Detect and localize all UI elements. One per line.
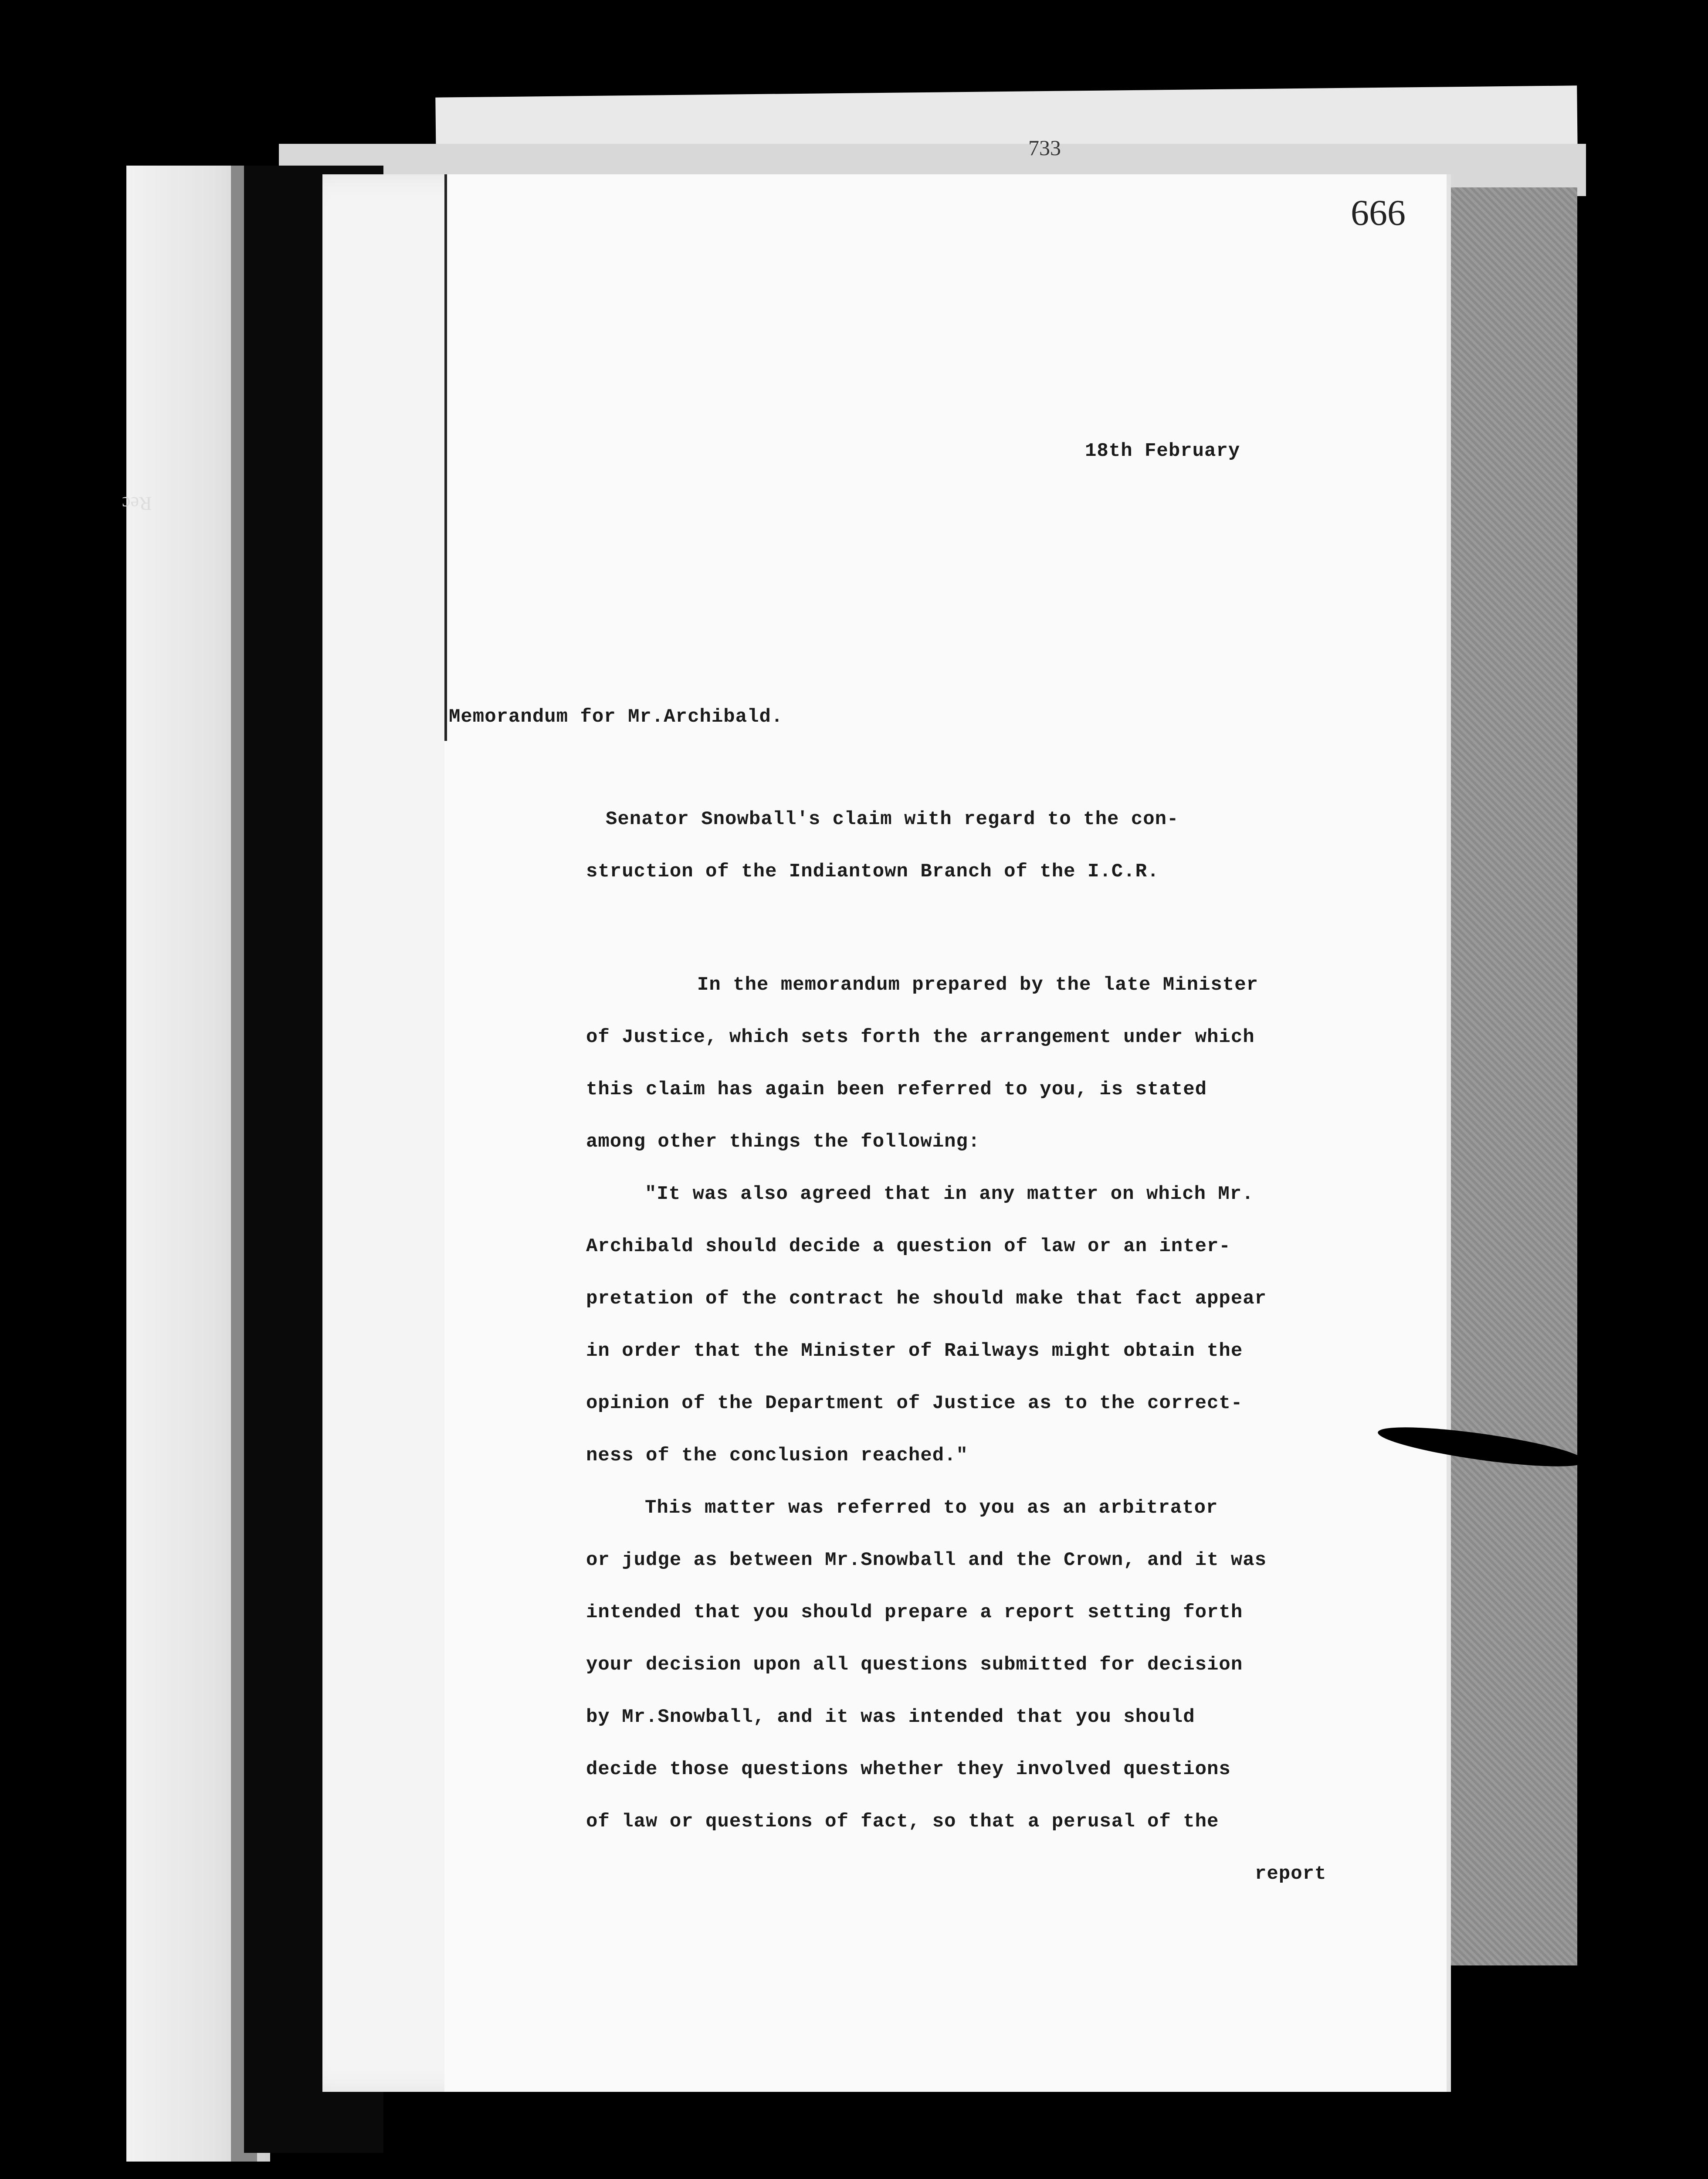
margin-line [444,174,447,741]
subject-line: struction of the Indiantown Branch of the I.C.R. [586,861,1159,882]
subject-line: Senator Snowball's claim with regard to the con- [606,808,1179,830]
body-line: of law or questions of fact, so that a perusal of the [586,1811,1219,1833]
body-line: or judge as between Mr.Snowball and the Crown, and it was [586,1549,1267,1571]
memo-heading: Memorandum for Mr.Archibald. [449,706,783,728]
body-line: by Mr.Snowball, and it was intended that you should [586,1706,1195,1728]
top-stamp: 733 [1028,136,1061,160]
body-line: This matter was referred to you as an arbitrator [645,1497,1218,1519]
side-mark: Rec [122,493,152,514]
body-line: among other things the following: [586,1131,980,1153]
body-line: your decision upon all questions submitted for decision [586,1654,1243,1676]
body-line: intended that you should prepare a report setting forth [586,1602,1243,1623]
memo-date: 18th February [1085,440,1240,462]
body-line: this claim has again been referred to you, is stated [586,1079,1207,1100]
body-line: of Justice, which sets forth the arrangement under which [586,1026,1255,1048]
body-line: opinion of the Department of Justice as to the correct- [586,1392,1243,1414]
folio-number: 666 [1351,193,1406,233]
body-line: in order that the Minister of Railways might obtain the [586,1340,1243,1362]
body-line: "It was also agreed that in any matter on which Mr. [645,1183,1254,1205]
body-line: pretation of the contract he should make that fact appear [586,1288,1267,1310]
body-line: In the memorandum prepared by the late Minister [697,974,1259,996]
body-line: Archibald should decide a question of law or an inter- [586,1235,1231,1257]
catchword: report [1255,1863,1327,1885]
body-line: decide those questions whether they involved questions [586,1758,1231,1780]
body-line: ness of the conclusion reached." [586,1445,968,1466]
